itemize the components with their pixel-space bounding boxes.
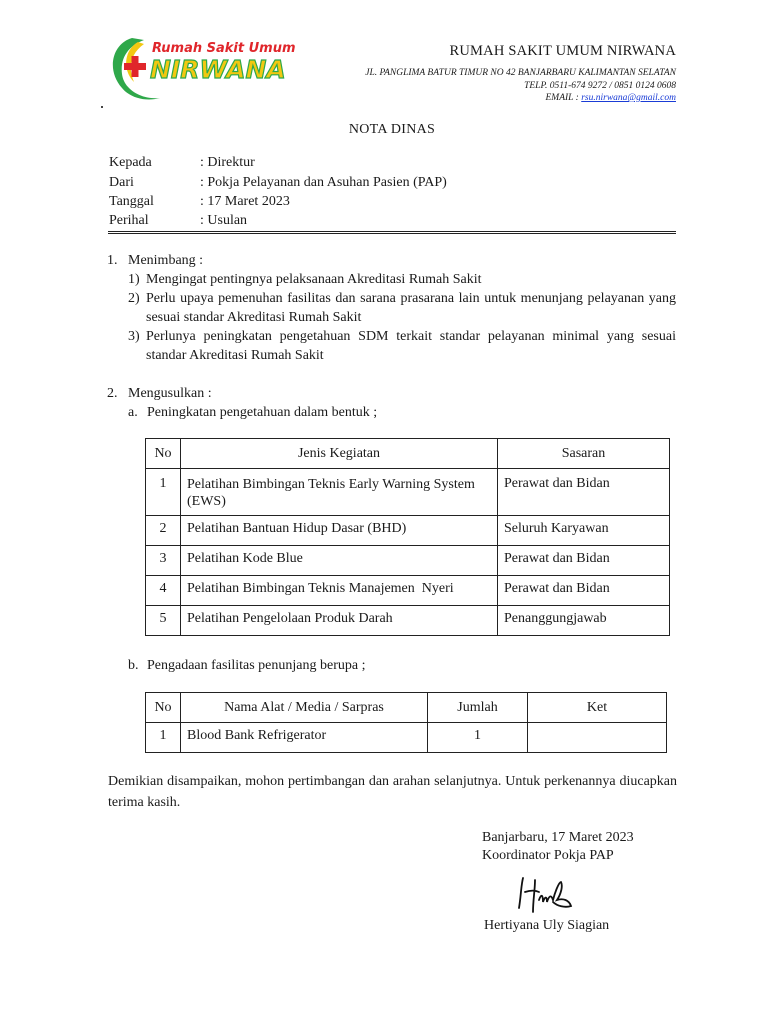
- table-header-row: [146, 439, 670, 469]
- meta-divider: [108, 231, 676, 232]
- table-row: [146, 576, 670, 606]
- signature-role: Koordinator Pokja PAP: [482, 848, 614, 863]
- meta-tanggal: [109, 194, 290, 210]
- table-cell: Pelatihan Bimbingan Teknis Manajemen Nyeri: [181, 576, 498, 606]
- section1-item-num: 3): [128, 329, 140, 344]
- section1-item-num: 1): [128, 272, 140, 287]
- meta-key: Perihal: [109, 213, 149, 228]
- hospital-email-line: [546, 93, 677, 103]
- email-link[interactable]: rsu.nirwana@gmail.com: [581, 93, 676, 103]
- table-cell: Seluruh Karyawan: [498, 516, 670, 546]
- table-cell: 4: [146, 576, 181, 606]
- table-cell: 1: [146, 469, 181, 516]
- meta-value: : Direktur: [200, 155, 255, 170]
- table-row: [146, 469, 670, 516]
- meta-key: Kepada: [109, 155, 152, 170]
- table-cell: Perawat dan Bidan: [498, 469, 670, 516]
- meta-dari: [109, 175, 447, 191]
- table-cell: Pelatihan Pengelolaan Produk Darah: [181, 606, 498, 636]
- equipment-table: [145, 692, 667, 753]
- hospital-phone: TELP. 0511-674 9272 / 0851 0124 0608: [524, 81, 676, 91]
- meta-kepada: [109, 155, 255, 171]
- handwritten-signature: [515, 872, 577, 917]
- section1-item: Perlu upaya pemenuhan fasilitas dan sarana prasarana lain untuk menunjang pelayanan yang sesuai standar Akreditasi Rumah Sakit: [146, 291, 676, 325]
- table-cell: Pelatihan Bantuan Hidup Dasar (BHD): [181, 516, 498, 546]
- section2b-label: b.: [128, 658, 139, 673]
- table-cell: Pelatihan Kode Blue: [181, 546, 498, 576]
- hospital-logo: [104, 30, 299, 105]
- section1-item-num: 2): [128, 291, 140, 306]
- meta-divider-2: [108, 233, 676, 234]
- meta-value: : Usulan: [200, 213, 248, 228]
- table-header-cell: No: [146, 439, 181, 469]
- table-header-cell: Ket: [528, 693, 667, 723]
- meta-key: Dari: [109, 175, 134, 190]
- table-row: [146, 723, 667, 753]
- meta-perihal: [109, 213, 247, 229]
- hospital-name: RUMAH SAKIT UMUM NIRWANA: [449, 43, 676, 59]
- decorative-dot: [101, 106, 103, 108]
- hospital-address: JL. PANGLIMA BATUR TIMUR NO 42 BANJARBARU KALIMANTAN SELATAN: [365, 68, 676, 78]
- table-cell: 1: [146, 723, 181, 753]
- table-header-cell: Jumlah: [428, 693, 528, 723]
- signature-place-date: Banjarbaru, 17 Maret 2023: [482, 830, 634, 845]
- section1-item: Perlunya peningkatan pengetahuan SDM terkait standar pelayanan minimal yang sesuai standar Akreditasi Rumah Sakit: [146, 329, 676, 363]
- section1-item: Mengingat pentingnya pelaksanaan Akreditasi Rumah Sakit: [146, 272, 482, 287]
- signature-name: Hertiyana Uly Siagian: [484, 918, 610, 933]
- training-table: [145, 438, 670, 636]
- table-cell: Perawat dan Bidan: [498, 546, 670, 576]
- table-row: [146, 516, 670, 546]
- table-cell: 5: [146, 606, 181, 636]
- meta-value: : Pokja Pelayanan dan Asuhan Pasien (PAP): [200, 175, 447, 190]
- table-cell: Penanggungjawab: [498, 606, 670, 636]
- page-title: NOTA DINAS: [348, 122, 436, 137]
- section2b-text: Pengadaan fasilitas penunjang berupa ;: [147, 658, 366, 673]
- table-row: [146, 606, 670, 636]
- table-header-cell: No: [146, 693, 181, 723]
- section2-number: 2.: [107, 386, 118, 401]
- table-cell: 2: [146, 516, 181, 546]
- meta-value: : 17 Maret 2023: [200, 194, 290, 209]
- email-label: EMAIL :: [545, 93, 582, 103]
- meta-key: Tanggal: [109, 194, 154, 209]
- closing-paragraph: Demikian disampaikan, mohon pertimbangan dan arahan selanjutnya. Untuk perkenannya diucapkan terima kasih.: [108, 774, 677, 810]
- section1-heading: Menimbang :: [128, 253, 204, 268]
- table-cell: 3: [146, 546, 181, 576]
- table-cell: Blood Bank Refrigerator: [181, 723, 428, 753]
- table-header-cell: Sasaran: [498, 439, 670, 469]
- section2a-label: a.: [128, 405, 138, 420]
- table-cell: Perawat dan Bidan: [498, 576, 670, 606]
- table-cell: Pelatihan Bimbingan Teknis Early Warning System (EWS): [181, 469, 498, 516]
- table-header-cell: Nama Alat / Media / Sarpras: [181, 693, 428, 723]
- table-cell: 1: [428, 723, 528, 753]
- logo-line1: Rumah Sakit Umum: [152, 41, 296, 56]
- logo-line2: NIRWANA: [150, 55, 286, 84]
- table-row: [146, 546, 670, 576]
- table-cell: [528, 723, 667, 753]
- table-header-row: [146, 693, 667, 723]
- section2a-text: Peningkatan pengetahuan dalam bentuk ;: [147, 405, 378, 420]
- section1-number: 1.: [107, 253, 118, 268]
- table-header-cell: Jenis Kegiatan: [181, 439, 498, 469]
- section2-heading: Mengusulkan :: [128, 386, 212, 401]
